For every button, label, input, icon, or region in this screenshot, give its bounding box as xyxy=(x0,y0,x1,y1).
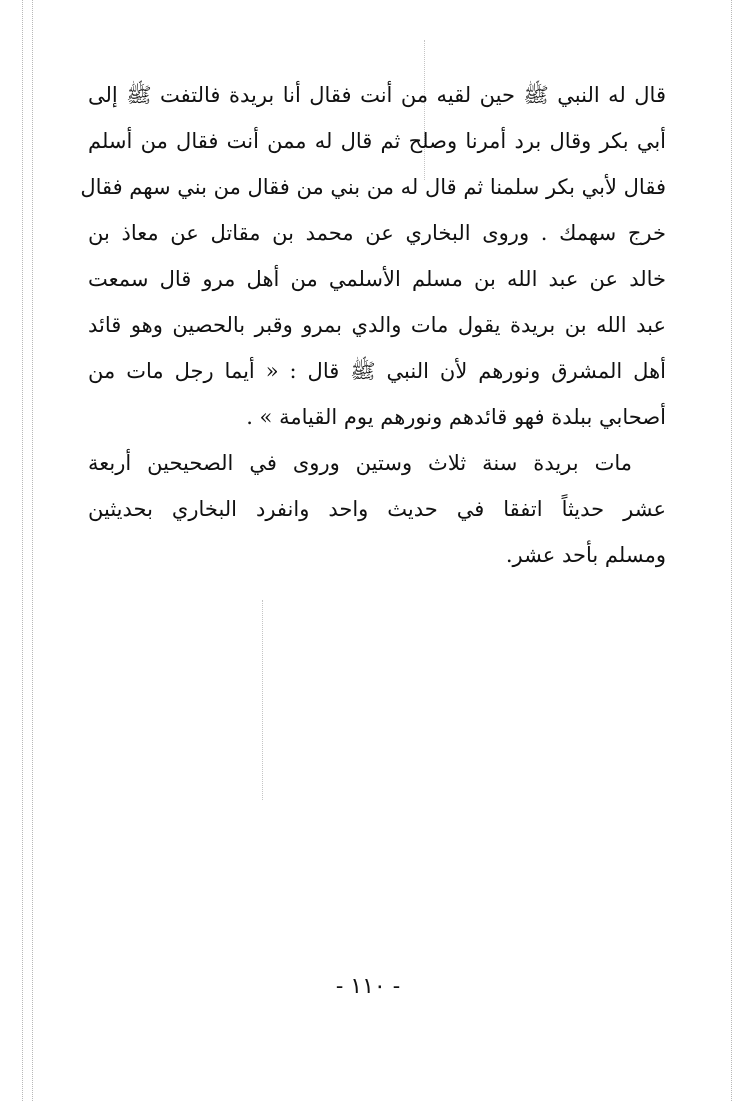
text-line: عشر حديثاً اتفقا في حديث واحد وانفرد البخاري بحديثين xyxy=(88,497,666,521)
page-number: - ١١٠ - xyxy=(335,974,401,999)
scan-edge-left-inner xyxy=(32,0,33,1101)
text-line: فقال لأبي بكر سلمنا ثم قال له من بني من فقال من بني سهم فقال xyxy=(80,175,666,199)
text-line: أهل المشرق ونورهم لأن النبي ﷺ قال : « أيما رجل مات من xyxy=(88,359,666,383)
scan-edge-right xyxy=(731,0,732,1101)
text-line: أبي بكر وقال برد أمرنا وصلح ثم قال له ممن أنت فقال من أسلم xyxy=(88,129,666,153)
scan-edge-left xyxy=(22,0,23,1101)
text-line: قال له النبي ﷺ حين لقيه من أنت فقال أنا بريدة فالتفت ﷺ إلى xyxy=(88,83,666,107)
text-line: ومسلم بأحد عشر. xyxy=(505,543,666,567)
scan-mark xyxy=(262,600,263,800)
text-line: خرج سهمك . وروى البخاري عن محمد بن مقاتل عن معاذ بن xyxy=(88,221,666,245)
main-text xyxy=(80,72,666,578)
text-line: عبد الله بن بريدة يقول مات والدي بمرو وقبر بالحصين وهو قائد xyxy=(88,313,666,337)
text-line: مات بريدة سنة ثلاث وستين وروى في الصحيحين أربعة xyxy=(88,451,632,475)
text-line: أصحابي ببلدة فهو قائدهم ونورهم يوم القيامة » . xyxy=(246,405,666,429)
text-line: خالد عن عبد الله بن مسلم الأسلمي من أهل مرو قال سمعت xyxy=(88,267,666,291)
